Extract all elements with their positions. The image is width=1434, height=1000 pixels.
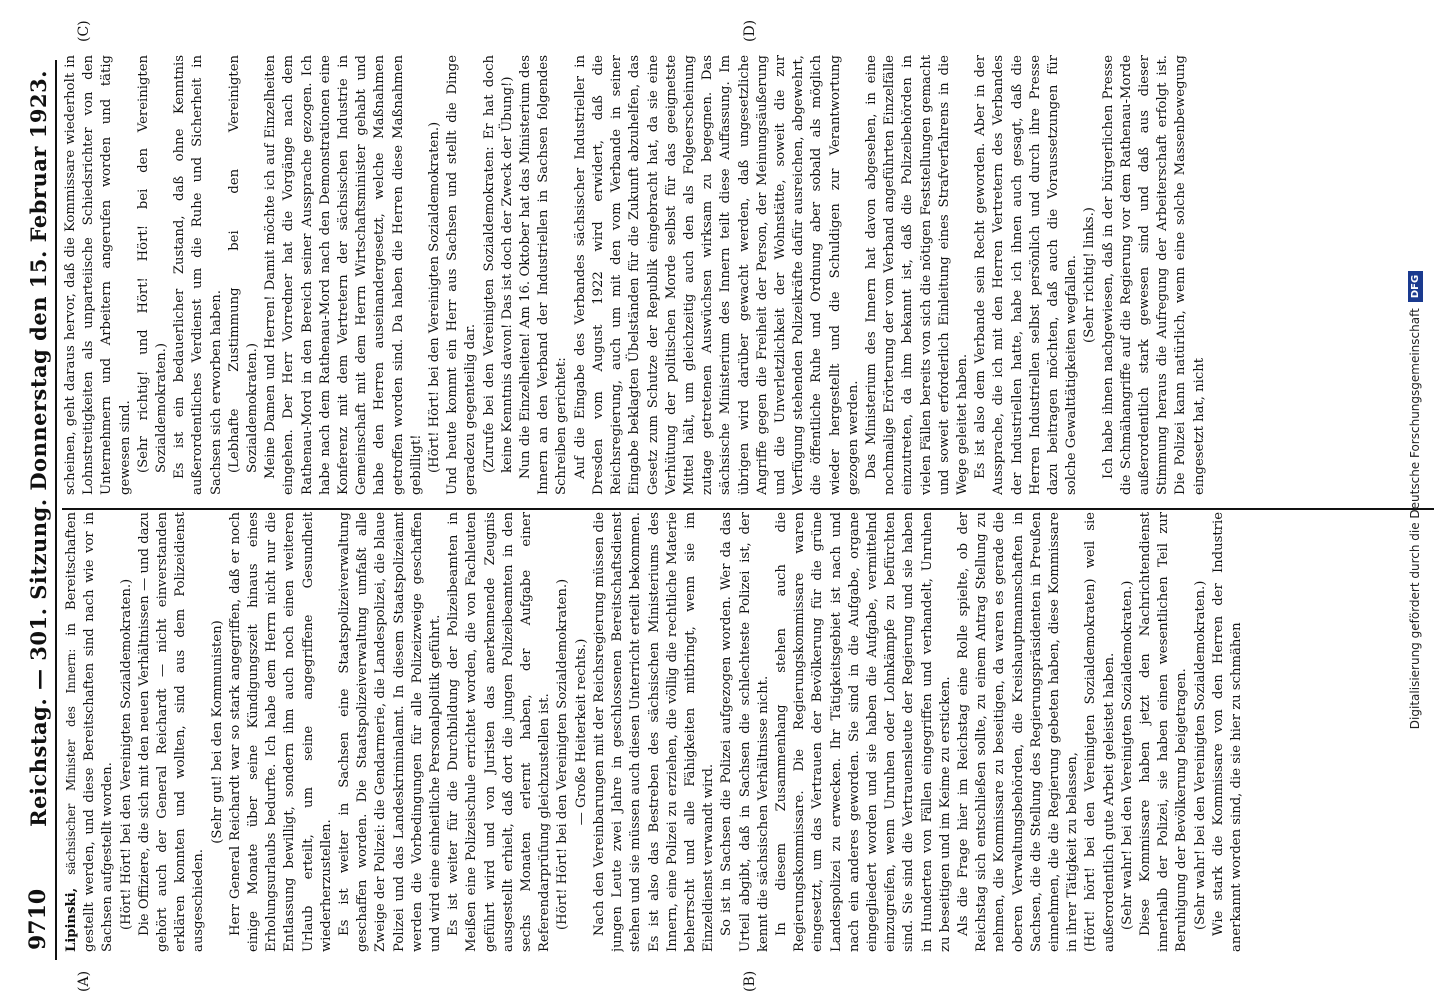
quoted-letter: Auf die Eingabe des Verbandes sächsischer Industrieller in Dresden vom August 1922 wird erwidert, daß die Reichsregierung, auch um mit den vom Verbande in seiner Eingabe beklagten Übelständen für die Zukunft abzuhelfen, das Gesetz zum Schutze der Republik eingebracht hat, da sie eine Verhütung der politischen Morde selbst für das geeignetste Mittel hält, um gleichzeitig auch den als Folgeerscheinung zutage getretenen Auswüchsen wirksam zu begegnen. Das sächsische Ministerium des Innern teilt diese Auffassung. Im übrigen wird darüber gewacht werden, daß ungesetzliche Angriffe gegen die Freiheit der Person, der Meinungsäußerung und die Unverletzlichkeit der Wohnstätte, soweit die zur Verfügung stehenden Polizeikräfte dafür ausreichen, abgewehrt, die öffentliche Ruhe und Ordnung aber sobald als möglich wieder hergestellt und die Schuldigen zur Verantwortung gezogen werden. [572,55,861,495]
paragraph: Herr General Reichardt war so stark angegriffen, daß er noch einige Monate über seine Kündigungszeit hinaus eines Erholungsurlaubs bedurfte. Ich habe dem Herrn nicht nur die Entlassung bewilligt, sondern ihm auch noch einen weiteren Urlaub erteilt, um seine angegriffene Gesundheit wiederherzustellen. [227,512,334,952]
paragraph: (Hört! hört! bei den Vereinigten Sozialdemokraten) weil sie außerordentlich gute Arbeit geleistet haben. [1083,512,1117,952]
paragraph: Nun die Einzelheiten! Am 16. Oktober hat das Ministerium des Innern an den Verband der Industriellen in Sachsen folgendes Schreiben gerichtet: [518,55,570,495]
running-title: Reichstag. — 301. Sitzung. Donnerstag den 15. Februar 1923. [26,70,51,827]
interjection: (Sehr wahr! bei den Vereinigten Sozialdemokraten.) [1192,580,1208,930]
paragraph: Es ist ein bedauerlicher Zustand, daß ohne Kenntnis außerordentliches Verdienst um die Ruhe und Sicherheit in Sachsen sich erworben haben. [172,55,224,495]
digitization-credit [1400,0,1430,1000]
paragraph: So ist in Sachsen die Polizei aufgezogen worden. Wer da das Urteil abgibt, daß in Sachsen die schlechteste Polizei ist, der kennt die sächsischen Verhältnisse nicht. [719,512,771,952]
paragraph: in Bereitschaften gestellt werden, und diese Bereitschaften sind nach wie vor in Sachsen aufgestellt worden. [64,512,116,952]
paragraph: Es ist also dem Verbande sein Recht geworden. Aber in der Aussprache, die ich mit den Herren Vertretern des Verbandes der Industriellen hatte, habe ich ihnen auch gesagt, daß die Herren Industriellen selbst persönlich und durch ihre Presse dazu beitragen möchten, daß auch die Voraussetzungen für solche Gewalttätigkeiten wegfallen. [973,55,1080,495]
paragraph: Als die Frage hier im Reichstag eine Rolle spielte, ob der Reichstag sich entschließen sollte, zu einem Antrag Stellung zu nehmen, die Kommissare zu beseitigen, da waren es gerade die oberen Verwaltungsbehörden, die Kreishauptmannschaften in Sachsen, die die Stellung des Regierungspräsidenten in Preußen einnehmen, die die Regierung gebeten haben, diese Kommissare in ihrer Tätigkeit zu belassen, [955,512,1081,952]
paragraph: Die Offiziere, die sich mit den neuen Verhältnissen — und dazu gehört auch der General Reichardt — nicht einverstanden erklären konnten und wollten, sind aus dem Polizeidienst ausgeschieden. [136,512,207,952]
column-divider [62,508,1434,510]
interjection: (Sehr richtig! und Hört! Hört! bei den Vereinigten Sozialdemokraten.) [135,55,170,473]
paragraph: Meine Damen und Herren! Damit möchte ich auf Einzelheiten eingehen. Der Herr Vorredner hat die Vorgänge nach dem Rathenau-Mord in den Bereich seiner Aussprache gezogen. Ich habe nach dem Rathenau-Mord nach den Demonstrationen eine Konferenz mit dem Vertretern der sächsischen Industrie in Gemeinschaft mit dem Herrn Wirtschaftsminister gehabt und habe den Herren auseinandergesetzt, welche Maßnahmen getroffen worden sind. Da haben die Herren diese Maßnahmen gebilligt! [263,55,424,495]
dfg-logo: DFG [1408,271,1423,302]
page-number: 9710 [25,888,51,950]
interjection: — Große Heiterkeit rechts.) [573,638,589,826]
interjection: (Sehr gut! bei den Kommunisten) [209,620,225,844]
paragraph: In diesem Zusammenhang stehen auch die Regierungskommissare. Die Regierungskommissare waren eingesetzt, um das Vertrauen der Bevölkerung für die grüne Landespolizei zu erwecken. Ihr Tätigkeitsgebiet ist nach und nach ein anderes geworden. Sie sind in die Aufgabe, organe eingegliedert worden und sie haben die Aufgabe, vermittelnd einzugreifen, wenn Unruhen oder Lohnkämpfe zu befürchten sind. Sie sind die Vertrauensleute der Regierung und sie haben in Hunderten von Fällen eingegriffen und verhandelt, Unruhen zu beseitigen und im Keime zu ersticken. [773,512,953,952]
right-column [62,55,1422,495]
quoted-letter: Das Ministerium des Innern hat davon abgesehen, in eine nochmalige Erörterung der vom Verband angeführten Einzelfälle einzutreten, da ihm bekannt ist, daß die Polizeibehörden in vielen Fällen bereits von sich die nötigen Feststellungen gemacht und soweit erforderlich Einleitung eines Strafverfahrens in die Wege geleitet haben. [863,55,970,495]
margin-marker-a: (A) [76,970,92,992]
margin-marker-d: (D) [742,19,758,42]
margin-marker-b: (B) [742,970,758,992]
left-column [62,512,1422,952]
interjection: (Zurufe bei den Vereinigten Sozialdemokraten: Er hat doch keine Kenntnis davon! Das ist doch der Zweck der Übung!) [481,55,515,473]
interjection: (Hört! Hört! bei den Vereinigten Sozialdemokraten.) [118,578,134,930]
paragraph: Nach den Vereinbarungen mit der Reichsregierung müssen die jungen Leute zwei Jahre in geschlossenen Bereitschaftsdienst stehen und sie müssen auch diesen Unterricht erteilt bekommen. Es ist also das Bestreben des sächsischen Ministeriums des Innern, eine Polizei zu erziehen, die völlig die rechtliche Materie beherrscht und alle Fähigkeiten mitbringt, wenn sie im Einzeldienst verwandt wird. [591,512,717,952]
interjection: (Sehr richtig! links.) [1082,207,1098,343]
paragraph: Ich habe ihnen nachgewiesen, daß in der bürgerlichen Presse die Schmähangriffe auf die Regierung vor dem Rathenau-Morde außerordentlich stark gewesen sind und daß aus dieser Stimmung heraus die Aufregung der Arbeiterschaft erfolgt ist. Die Polizei kann natürlich, wenn eine solche Massenbewegung eingesetzt hat, nicht [1100,55,1207,495]
paragraph: scheinen, geht daraus hervor, daß die Kommissare wiederholt in Lohnstreitigkeiten als unparteiische Schiedsrichter von den Unternehmern und Arbeitern angerufen worden und tätig gewesen sind. [63,55,133,495]
paragraph: Es ist weiter für die Durchbildung der Polizeibeamten in Meißen eine Polizeischule errichtet worden, die von Fachleuten geführt wird und von Juristen das anerkennende Zeugnis ausgestellt erhielt, daß dort die jungen Polizeibeamten in den sechs Monaten erlernt haben, der Aufgabe einer Referendarprüfung gleichzustellen ist. [446,512,553,952]
credit-text: Digitalisierung gefördert durch die Deutsche Forschungsgemeinschaft [1408,308,1422,730]
interjection: (Lebhafte Zustimmung bei den Vereinigten Sozialdemokraten.) [226,55,261,473]
paragraph: Wie stark die Kommissare von den Herren der Industrie anerkannt worden sind, die sie hier zu schmähen [1210,512,1244,952]
paragraph: Und heute kommt ein Herr aus Sachsen und stellt die Dinge geradezu gegenteilig dar. [445,55,479,495]
speaker-name: Lipinski, [64,887,79,952]
margin-marker-c: (C) [76,20,92,42]
interjection: (Hört! Hört! bei den Vereinigten Sozialdemokraten.) [427,121,443,473]
interjection: (Hört! Hört! bei den Vereinigten Sozialdemokraten.) [555,578,571,930]
speaker-intro [62,512,118,952]
page-header [15,60,57,960]
interjection: (Sehr wahr! bei den Vereinigten Sozialdemokraten.) [1119,580,1135,930]
paragraph: Diese Kommissare haben jetzt den Nachrichtendienst innerhalb der Polizei, sie haben einen wesentlichen Teil zur Beruhigung der Bevölkerung beigetragen. [1137,512,1190,952]
speaker-role: sächsischer Minister des Innern: [64,648,78,875]
paragraph: Es ist weiter in Sachsen eine Staatspolizeiverwaltung geschaffen worden. Die Staatspolizeiverwaltung umfaßt alle Zweige der Polizei: die Gendarmerie, die Landespolizei, die blaue Polizei und das Landeskriminalamt. In diesem Staatspolizeiamt werden die Vorbedingungen für alle Polizeizweige geschaffen und wird eine einheitliche Personalpolitik geführt. [337,512,444,952]
